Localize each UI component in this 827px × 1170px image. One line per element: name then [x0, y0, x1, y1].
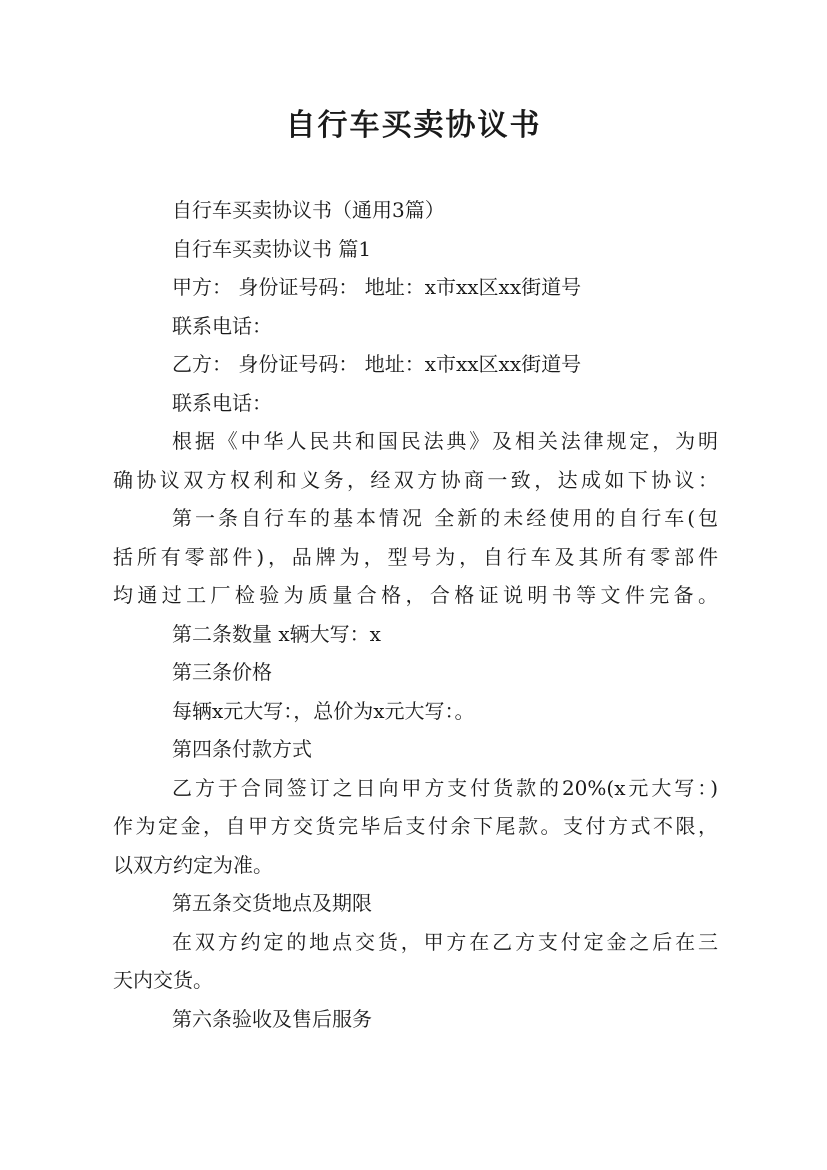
article-4-heading: 第四条付款方式	[172, 737, 312, 761]
document-title: 自行车买卖协议书	[285, 108, 542, 143]
article-1-paragraph	[113, 499, 718, 615]
party-a-phone-line: 联系电话：	[172, 313, 272, 338]
party-b-line: 乙方： 身份证号码： 地址：x市xx区xx街道号	[172, 352, 582, 376]
article-1-line: 括所有零部件)，品牌为，型号为，自行车及其所有零部件	[113, 544, 718, 569]
article-4-paragraph	[113, 769, 718, 885]
article-3-heading: 第三条价格	[172, 660, 272, 684]
article-4-line: 以双方约定为准。	[113, 852, 273, 877]
intro-paragraph	[113, 422, 718, 499]
article-5-line: 在双方约定的地点交货，甲方在乙方支付定金之后在三	[172, 929, 718, 954]
subtitle-line: 自行车买卖协议书（通用3篇）	[172, 198, 445, 222]
article-4-line: 乙方于合同签订之日向甲方支付货款的20%(x元大写：)	[172, 775, 718, 800]
article-5-paragraph	[113, 923, 718, 1000]
document-body	[113, 191, 718, 1038]
intro-line: 确协议双方权利和义务，经双方协商一致，达成如下协议：	[113, 467, 718, 492]
part-heading: 自行车买卖协议书 篇1	[172, 236, 372, 261]
party-a-line: 甲方： 身份证号码： 地址：x市xx区xx街道号	[172, 275, 582, 299]
party-b-phone-line: 联系电话：	[172, 390, 272, 415]
article-5-heading: 第五条交货地点及期限	[172, 891, 372, 915]
article-3-text: 每辆x元大写：，总价为x元大写：。	[172, 698, 475, 723]
article-4-line: 作为定金，自甲方交货完毕后支付余下尾款。支付方式不限，	[113, 814, 718, 838]
article-1-line: 均通过工厂检验为质量合格，合格证说明书等文件完备。	[113, 583, 718, 607]
intro-line: 根据《中华人民共和国民法典》及相关法律规定，为明	[172, 429, 718, 453]
article-6-heading: 第六条验收及售后服务	[172, 1006, 372, 1031]
article-5-line: 天内交货。	[113, 968, 213, 992]
article-2-line: 第二条数量 x辆大写：x	[172, 621, 381, 646]
article-1-line: 第一条自行车的基本情况 全新的未经使用的自行车(包	[172, 506, 718, 530]
